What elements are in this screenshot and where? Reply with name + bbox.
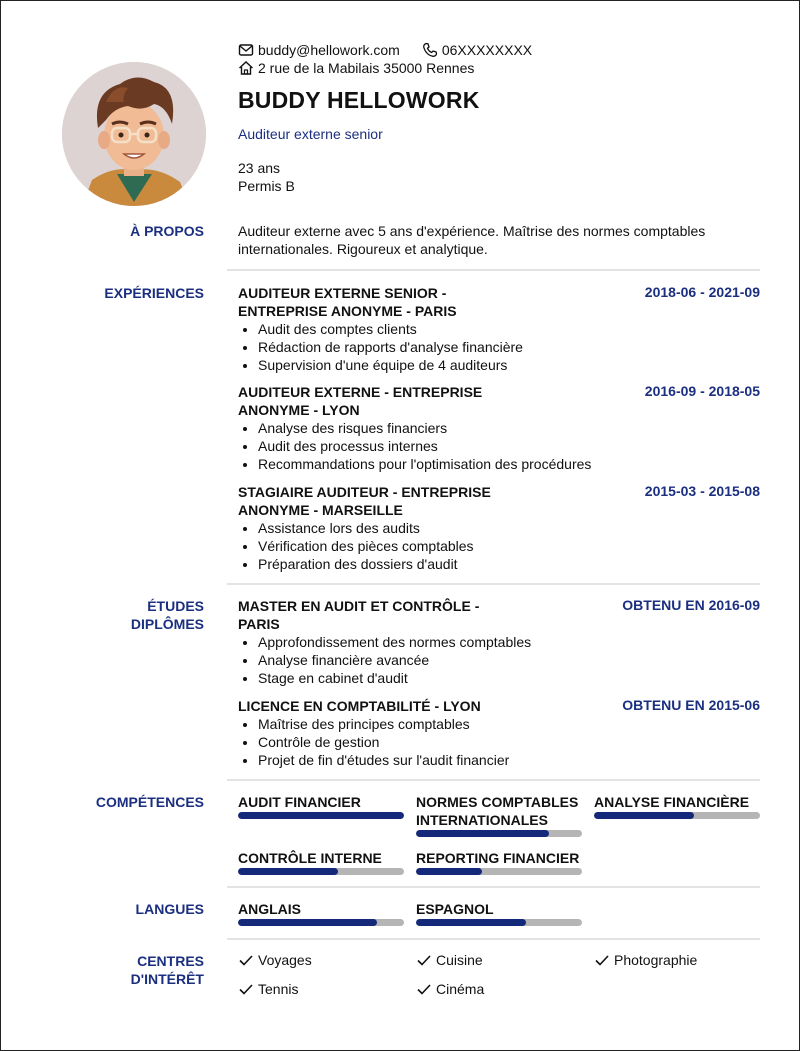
list-item: • Recommandations pour l'optimisation des procédures [258,455,760,473]
experience-tasks [238,419,760,473]
section-label-education [24,597,204,633]
education-date: OBTENU EN 2015-06 [622,697,760,713]
skill-item [238,793,404,819]
education-date: OBTENU EN 2016-09 [622,597,760,613]
experience-title: AUDITEUR EXTERNE - ENTREPRISE ANONYME - LYON [238,384,483,418]
experience-title: STAGIAIRE AUDITEUR - ENTREPRISE ANONYME - MARSEILLE [238,484,491,518]
phone-icon [422,42,438,58]
divider [227,779,760,781]
list-item: • Audit des comptes clients [258,320,760,338]
skill-name: AUDIT FINANCIER [238,794,361,810]
interest-item [238,981,298,997]
interest-item [238,952,312,968]
skill-bar-fill [238,868,338,875]
interest-item [416,952,483,968]
skill-bar [238,812,404,819]
language-item [416,900,582,926]
address-row [238,60,474,76]
language-bar [238,919,404,926]
list-item: • Préparation des dossiers d'audit [258,555,760,573]
skill-item [416,849,582,875]
list-item: • Supervision d'une équipe de 4 auditeurs [258,356,760,374]
experience-tasks [238,320,760,374]
skill-bar-fill [416,830,549,837]
interest-label: Cuisine [436,952,483,968]
address-text: 2 rue de la Mabilais 35000 Rennes [258,60,475,76]
divider [227,938,760,940]
experience-entry [238,284,760,374]
interest-label: Photographie [614,952,698,968]
section-label-interests [24,952,204,988]
skill-bar-fill [238,812,404,819]
skill-bar-fill [594,812,694,819]
education-details [238,633,760,687]
section-label-line: CENTRES [137,953,204,969]
about-text: Auditeur externe avec 5 ans d'expérience. Maîtrise des normes comptables internationales. Rigoureux et analytique. [238,223,706,257]
section-label-languages: LANGUES [135,901,204,917]
interest-item [594,952,697,968]
home-icon [238,60,254,76]
skill-item [238,849,404,875]
divider [227,269,760,271]
experience-tasks [238,519,760,573]
experience-date: 2016-09 - 2018-05 [644,383,760,399]
list-item: • Audit des processus internes [258,437,760,455]
list-item: • Analyse financière avancée [258,651,760,669]
check-icon [416,952,432,968]
list-item: • Projet de fin d'études sur l'audit financier [258,751,760,769]
experience-date: 2018-06 - 2021-09 [644,284,760,300]
section-label-about: À PROPOS [130,223,204,239]
check-icon [238,981,254,997]
skill-name: CONTRÔLE INTERNE [238,850,382,866]
skill-bar-fill [416,868,482,875]
skill-item [416,793,582,837]
interest-label: Tennis [258,981,299,997]
list-item: • Assistance lors des audits [258,519,760,537]
section-label-experiences: EXPÉRIENCES [104,285,204,301]
interest-label: Voyages [258,952,312,968]
section-label-line: DIPLÔMES [130,616,204,632]
education-details [238,715,760,769]
skill-name: ANALYSE FINANCIÈRE [594,794,750,810]
section-label-line: D'INTÉRÊT [130,971,204,987]
experience-entry [238,383,760,473]
skill-bar [416,830,582,837]
experience-title: AUDITEUR EXTERNE SENIOR - ENTREPRISE ANONYME - PARIS [238,285,457,319]
education-entry [238,697,760,769]
experience-entry [238,483,760,573]
list-item: • Maîtrise des principes comptables [258,715,760,733]
language-item [238,900,404,926]
contact-row [238,42,532,58]
education-title: MASTER EN AUDIT ET CONTRÔLE - PARIS [238,598,480,632]
divider [227,886,760,888]
section-label-skills: COMPÉTENCES [95,794,204,810]
phone-text: 06XXXXXXXX [441,42,533,58]
education-entry [238,597,760,687]
check-icon [416,981,432,997]
full-name: BUDDY HELLOWORK [238,87,480,113]
list-item: • Rédaction de rapports d'analyse financière [258,338,760,356]
avatar [62,62,206,206]
divider [227,583,760,585]
experience-date: 2015-03 - 2015-08 [644,483,760,499]
check-icon [594,952,610,968]
language-bar-fill [416,919,526,926]
skill-item [594,793,760,819]
language-bar-fill [238,919,377,926]
section-label-line: ÉTUDES [147,598,204,614]
language-name: ESPAGNOL [416,901,494,917]
education-title: LICENCE EN COMPTABILITÉ - LYON [238,698,481,714]
email-text: buddy@hellowork.com [258,42,400,58]
check-icon [238,952,254,968]
job-title: Auditeur externe senior [238,126,383,142]
skill-name: REPORTING FINANCIER [416,850,580,866]
skill-name: NORMES COMPTABLES INTERNATIONALES [416,794,579,828]
list-item: • Approfondissement des normes comptables [258,633,760,651]
language-bar [416,919,582,926]
skill-bar [238,868,404,875]
list-item: • Contrôle de gestion [258,733,760,751]
skill-bar [416,868,582,875]
list-item: • Vérification des pièces comptables [258,537,760,555]
age: 23 ans [238,160,281,176]
list-item: • Analyse des risques financiers [258,419,760,437]
list-item: • Stage en cabinet d'audit [258,669,760,687]
envelope-icon [238,42,254,58]
driving-license: Permis B [238,178,295,194]
interest-label: Cinéma [436,981,485,997]
skill-bar [594,812,760,819]
language-name: ANGLAIS [238,901,301,917]
interest-item [416,981,484,997]
